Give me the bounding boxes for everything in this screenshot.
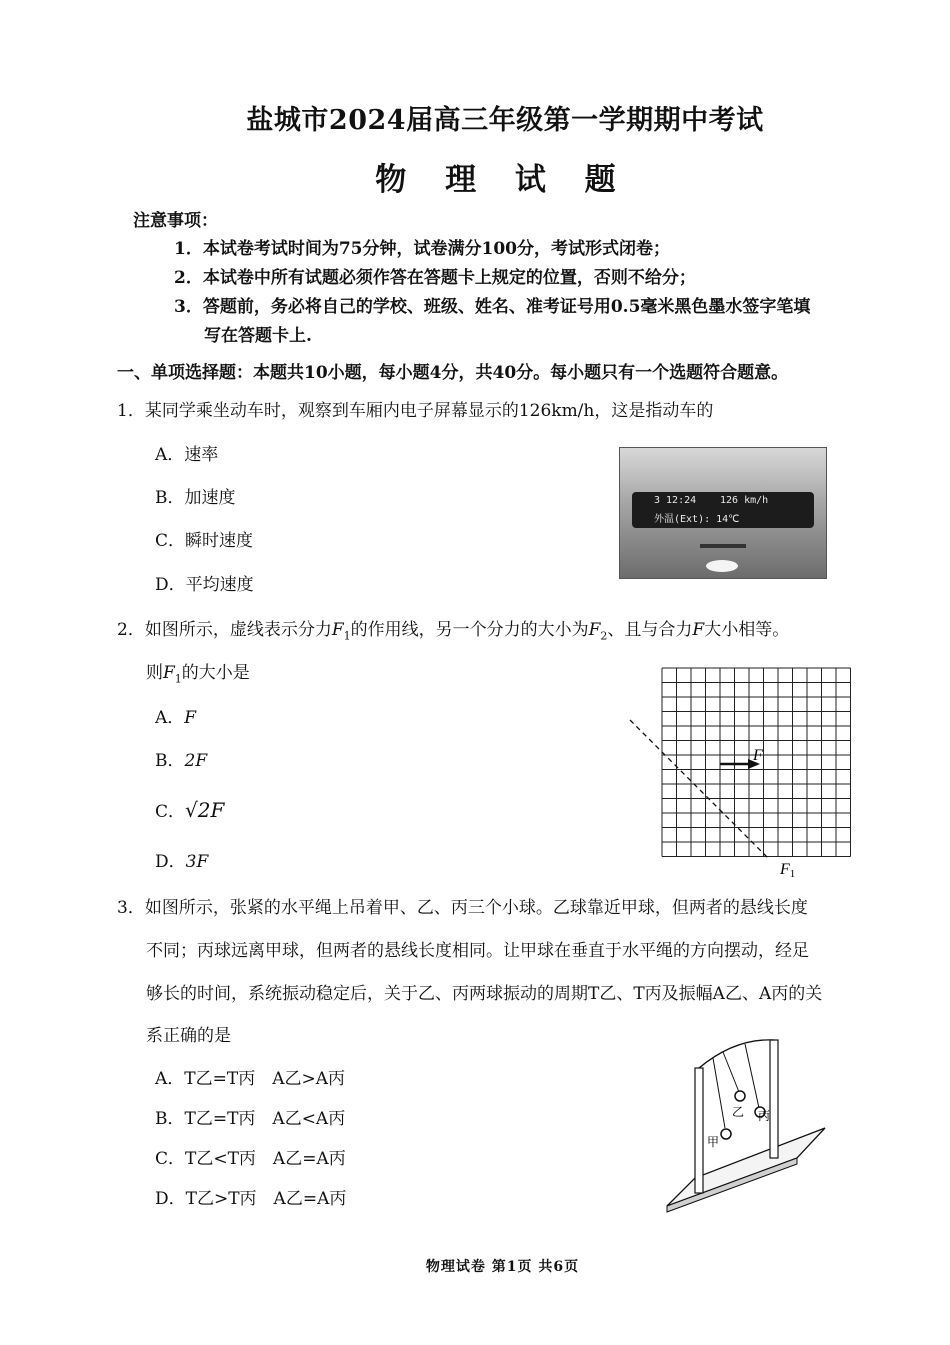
q2-stem-a: 2．如图所示，虚线表示分力 <box>117 620 332 640</box>
notice-heading: 注意事项： <box>133 211 218 231</box>
train-display-photo <box>619 447 827 579</box>
page-footer: 物理试卷 第1页 共6页 <box>425 1259 580 1275</box>
q3-option-c: C．T乙<T丙 A乙=A丙 <box>155 1149 346 1169</box>
q1-option-b: B．加速度 <box>155 488 236 508</box>
q2-option-c-letter: C． <box>155 802 186 822</box>
exam-title: 盐城市2024届高三年级第一学期期中考试 <box>246 105 764 136</box>
q2-stem-c: 、且与合力 <box>607 620 693 640</box>
q2-stem <box>117 615 789 642</box>
q3-option-d: D．T乙>T丙 A乙=A丙 <box>155 1189 347 1209</box>
q2-option-b <box>155 746 207 771</box>
screen-time: 3 12:24 <box>654 495 697 506</box>
screen-temp: 外温(Ext): 14℃ <box>654 514 740 525</box>
screen-speed: 126 km/h <box>720 495 769 506</box>
q2-line2-f1-sub: 1 <box>174 672 182 686</box>
notice-item-2: 2．本试卷中所有试题必须作答在答题卡上规定的位置，否则不给分； <box>174 268 696 288</box>
q2-stem-b: 的作用线，另一个分力的大小为 <box>350 620 589 640</box>
q3-line-2: 不同；丙球远离甲球，但两者的悬线长度相同。让甲球在垂直于水平绳的方向摆动，经足 <box>146 941 809 961</box>
q2-option-d-letter: D． <box>155 852 186 872</box>
string-jia <box>713 1058 725 1128</box>
ceiling-vent <box>700 544 746 548</box>
label-yi: 乙 <box>732 1105 745 1119</box>
fig-label-f1-sub: 1 <box>789 868 796 880</box>
fig-label-f1 <box>779 861 795 880</box>
q1-option-c: C．瞬时速度 <box>155 531 254 551</box>
horizontal-rope <box>699 1040 774 1068</box>
q2-line2-b: 的大小是 <box>181 663 250 683</box>
label-jia: 甲 <box>707 1135 720 1149</box>
q2-option-c-text: √2F <box>185 798 225 822</box>
string-yi <box>723 1052 739 1092</box>
q2-f: F <box>692 620 705 640</box>
fig-label-f: F <box>753 747 763 764</box>
notice-item-1: 1．本试卷考试时间为75分钟，试卷满分100分，考试形式闭卷； <box>174 239 670 259</box>
left-post <box>695 1068 703 1193</box>
q2-f2-sub: 2 <box>600 629 608 643</box>
q2-option-a <box>155 703 196 728</box>
notice-item-3: 3．答题前，务必将自己的学校、班级、姓名、准考证号用0.5毫米黑色墨水签字笔填 <box>174 297 811 317</box>
q2-option-b-letter: B． <box>155 751 185 771</box>
q1-stem: 1．某同学乘坐动车时，观察到车厢内电子屏幕显示的126km/h，这是指动车的 <box>117 401 714 421</box>
q3-option-b: B．T乙=T丙 A乙<A丙 <box>155 1109 346 1129</box>
q2-line2 <box>146 658 250 685</box>
notice-item-3-cont: 写在答题卡上. <box>204 326 312 346</box>
q3-line-3: 够长的时间，系统振动稳定后，关于乙、丙两球振动的周期T乙、T丙及振幅A乙、A丙的关 <box>146 984 823 1004</box>
q2-stem-d: 大小相等。 <box>704 620 790 640</box>
q2-option-a-letter: A． <box>155 708 185 728</box>
q2-option-b-text: 2F <box>184 751 208 771</box>
label-bing: 丙 <box>758 1109 771 1123</box>
q2-option-a-text: F <box>184 708 197 728</box>
q3-line-1: 3．如图所示，张紧的水平绳上吊着甲、乙、丙三个小球。乙球靠近甲球，但两者的悬线长度 <box>117 898 808 918</box>
q2-f1: F <box>331 620 344 640</box>
section-heading: 一、单项选择题：本题共10小题，每小题4分，共40分。每小题只有一个选题符合题意。 <box>117 363 789 383</box>
q2-line2-f1: F <box>163 663 175 683</box>
fig-label-f1-main: F <box>780 861 790 878</box>
ceiling-lamp <box>706 560 738 572</box>
q2-f2: F <box>588 620 601 640</box>
q2-option-d <box>155 847 208 872</box>
q2-f1-sub: 1 <box>343 629 351 643</box>
subject-title: 物 理 试 题 <box>375 162 630 198</box>
pendulum-figure <box>655 1030 835 1215</box>
q2-option-d-text: 3F <box>185 852 209 872</box>
q1-option-a: A．速率 <box>155 445 219 465</box>
ball-yi <box>735 1091 745 1101</box>
q3-line-4: 系正确的是 <box>146 1026 231 1046</box>
train-screen <box>632 492 814 528</box>
q2-option-c <box>155 797 224 822</box>
base-board <box>667 1128 825 1206</box>
q2-line2-a: 则 <box>146 663 163 683</box>
right-post <box>770 1040 778 1158</box>
string-bing <box>745 1044 759 1108</box>
q3-option-a: A．T乙=T丙 A乙>A丙 <box>155 1069 345 1089</box>
force-grid-figure <box>620 660 860 882</box>
q1-option-d: D．平均速度 <box>155 575 254 595</box>
ball-jia <box>721 1129 731 1139</box>
